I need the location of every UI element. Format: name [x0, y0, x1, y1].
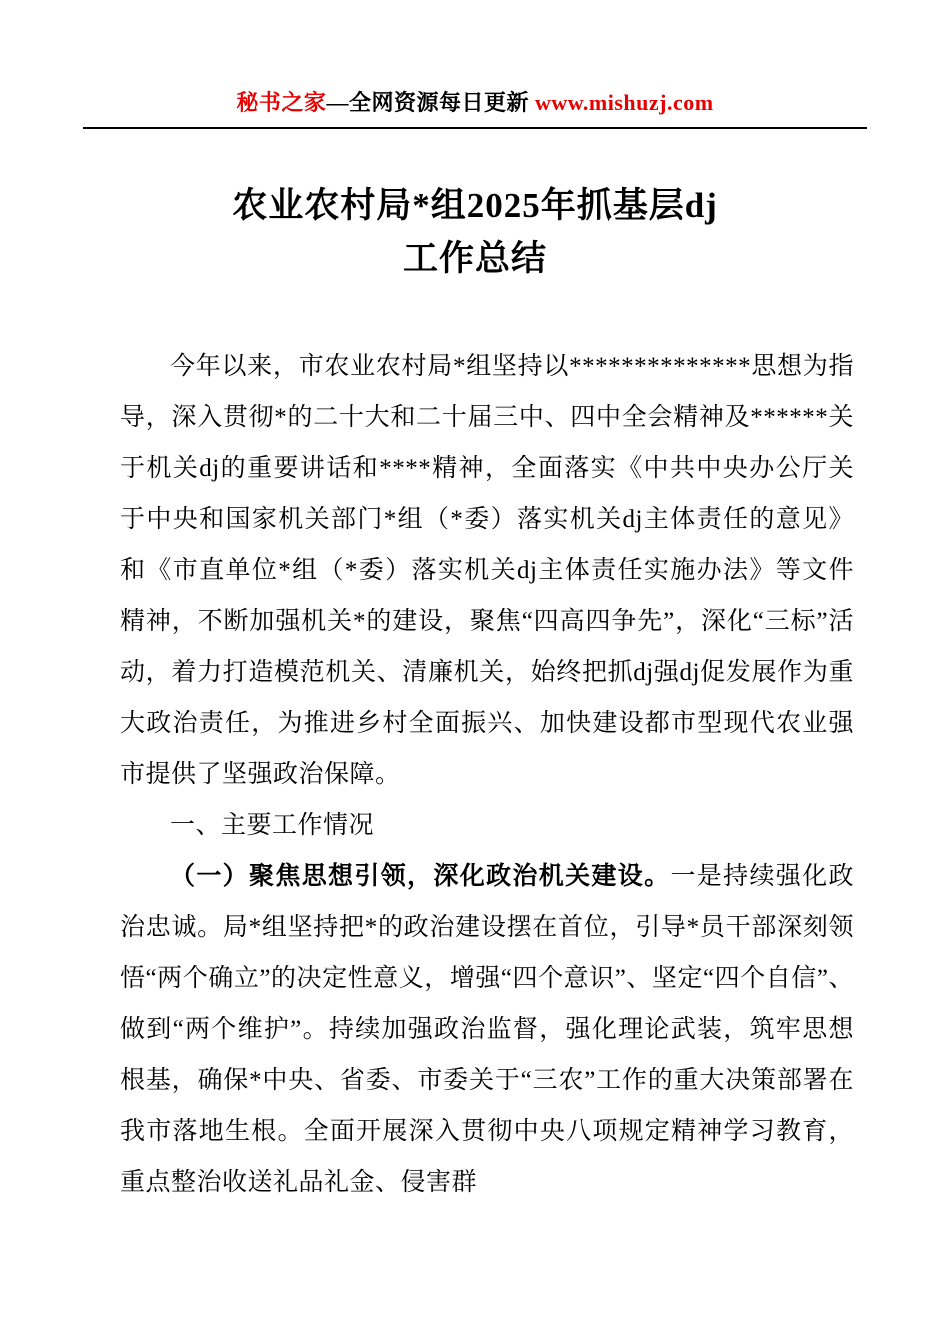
paragraph-subsection	[120, 851, 854, 1208]
subsection-lead: （一）聚焦思想引领，深化政治机关建设。	[170, 863, 671, 890]
document-body	[120, 341, 854, 1208]
site-header	[0, 0, 950, 117]
site-url: www.mishuzj.com	[534, 90, 714, 115]
document-title	[0, 179, 950, 285]
header-divider	[83, 127, 867, 129]
subsection-text: 一是持续强化政治忠诚。局*组坚持把*的政治建设摆在首位，引导*员干部深刻领悟“两个确立”的决定性意义，增强“四个意识”、坚定“四个自信”、做到“两个维护”。持续加强政治监督，强化理论武装，筑牢思想根基，确保*中央、省委、市委关于“三农”工作的重大决策部署在我市落地生根。全面开展深入贯彻中央八项规定精神学习教育，重点整治收送礼品礼金、侵害群	[120, 863, 854, 1196]
site-tagline: —全网资源每日更新	[326, 90, 535, 115]
section-heading: 一、主要工作情况	[170, 812, 375, 839]
document-title-line2: 工作总结	[402, 239, 547, 278]
document-title-line1: 农业农村局*组2025年抓基层dj	[232, 186, 718, 225]
site-brand: 秘书之家	[236, 90, 327, 115]
paragraph-intro: 今年以来，市农业农村局*组坚持以**************思想为指导，深入贯彻*的二十大和二十届三中、四中全会精神及******关于机关dj的重要讲话和****精神，全面落实《中共中央办公厅关于中央和国家机关部门*组（*委）落实机关dj主体责任的意见》和《市直单位*组（*委）落实机关dj主体责任实施办法》等文件精神，不断加强机关*的建设，聚焦“四高四争先”，深化“三标”活动，着力打造模范机关、清廉机关，始终把抓dj强dj促发展作为重大政治责任，为推进乡村全面振兴、加快建设都市型现代农业强市提供了坚强政治保障。	[120, 353, 854, 788]
